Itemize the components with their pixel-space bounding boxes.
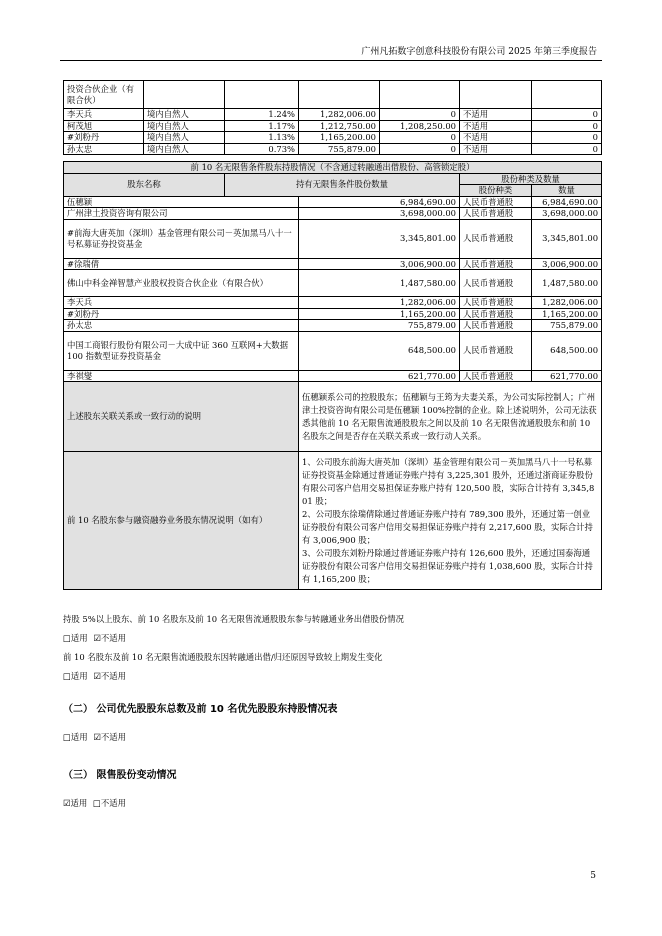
change-question: 前 10 名股东及前 10 名无限售流通股股东因转融通出借/归还原因导致较上期发生变化 <box>63 652 383 662</box>
top10-cell-qty: 0 <box>532 120 602 132</box>
unrestricted-cell-amount: 3,006,900.00 <box>532 258 602 270</box>
unrestricted-cell-qty: 755,879.00 <box>299 320 460 332</box>
top10-cell-ratio: 1.24% <box>225 109 299 121</box>
unrestricted-cell-type: 人民币普通股 <box>460 331 532 370</box>
unrestricted-cell-type: 人民币普通股 <box>460 208 532 220</box>
option-applicable[interactable]: □适用 <box>63 732 88 742</box>
col-header-type-group: 股份种类及数量 <box>460 173 602 185</box>
top10-cell-qty <box>532 81 602 109</box>
top10-cell-restricted: 0 <box>380 143 460 155</box>
unrestricted-cell-type: 人民币普通股 <box>460 370 532 382</box>
report-header: 广州凡拓数字创意科技股份有限公司 2025 年第三季度报告 <box>361 47 597 57</box>
unrestricted-cell-amount: 648,500.00 <box>532 331 602 370</box>
top10-cell-restricted: 0 <box>380 109 460 121</box>
col-header-amount: 数量 <box>532 185 602 197</box>
top10-cell-restricted: 1,208,250.00 <box>380 120 460 132</box>
option-applicable-checked[interactable]: ☑适用 <box>63 798 88 808</box>
unrestricted-cell-name: 李天兵 <box>64 297 299 309</box>
unrestricted-title: 前 10 名无限售条件股东持股情况（不含通过转融通出借股份、高管锁定股） <box>64 162 602 174</box>
unrestricted-cell-name: 佛山中科金禅智慧产业股权投资合伙企业（有限合伙） <box>64 270 299 297</box>
unrestricted-row <box>64 219 602 258</box>
change-options <box>63 670 126 682</box>
top10-row <box>64 120 602 132</box>
unrestricted-cell-name: #刘粉丹 <box>64 308 299 320</box>
unrestricted-row <box>64 370 602 382</box>
margin-item: 3、公司股东刘粉丹除通过普通证券账户持有 126,600 股外，还通过国泰海通证券股份有限公司客户信用交易担保证券账户持有 1,038,600 股，实际合计持有 1,165,200 股； <box>302 547 593 584</box>
unrestricted-cell-name: 李祺燮 <box>64 370 299 382</box>
page-number: 5 <box>590 871 596 881</box>
section-preferred-title: （二） 公司优先股股东总数及前 10 名优先股股东持股情况表 <box>63 704 338 715</box>
unrestricted-row <box>64 258 602 270</box>
unrestricted-cell-type: 人民币普通股 <box>460 308 532 320</box>
unrestricted-cell-qty: 1,165,200.00 <box>299 308 460 320</box>
unrestricted-row <box>64 208 602 220</box>
unrestricted-cell-amount: 755,879.00 <box>532 320 602 332</box>
top10-cell-name: 投资合伙企业（有限合伙） <box>64 81 144 109</box>
header-divider <box>60 60 602 61</box>
top10-cell-nature: 境内自然人 <box>144 109 225 121</box>
unrestricted-cell-amount: 3,345,801.00 <box>532 219 602 258</box>
margin-item: 1、公司股东前海大唐英加（深圳）基金管理有限公司－英加黑马八十一号私募证券投资基金除通过普通证券账户持有 3,225,301 股外，还通过浙商证券股份有限公司客户信用交易担保证券账户持有 120,500 股，实际合计持有 3,345,801 股； <box>302 456 595 506</box>
unrestricted-cell-type: 人民币普通股 <box>460 297 532 309</box>
top10-cell-ratio: 1.17% <box>225 120 299 132</box>
top10-row <box>64 132 602 144</box>
top10-cell-qty: 0 <box>532 109 602 121</box>
option-not-applicable-checked[interactable]: ☑不适用 <box>93 671 126 681</box>
col-header-type: 股份种类 <box>460 185 532 197</box>
unrestricted-table <box>63 161 602 590</box>
top10-row <box>64 143 602 155</box>
unrestricted-row <box>64 270 602 297</box>
margin-text <box>299 452 602 590</box>
unrestricted-row <box>64 196 602 208</box>
margin-item: 2、公司股东徐瑞倩除通过普通证券账户持有 789,300 股外，还通过第一创业证券股份有限公司客户信用交易担保证券账户持有 2,217,600 股，实际合计持有 3,006,900 股； <box>302 508 593 545</box>
option-not-applicable-checked[interactable]: ☑不适用 <box>93 633 126 643</box>
col-header-name: 股东名称 <box>64 173 225 196</box>
unrestricted-cell-qty: 1,487,580.00 <box>299 270 460 297</box>
top10-cell-shares <box>299 81 380 109</box>
unrestricted-cell-type: 人民币普通股 <box>460 258 532 270</box>
unrestricted-row <box>64 320 602 332</box>
unrestricted-cell-amount: 6,984,690.00 <box>532 196 602 208</box>
unrestricted-row <box>64 308 602 320</box>
col-header-qty: 持有无限售条件股份数量 <box>225 173 460 196</box>
unrestricted-cell-amount: 3,698,000.00 <box>532 208 602 220</box>
unrestricted-cell-amount: 1,165,200.00 <box>532 308 602 320</box>
top10-cell-name: #刘粉丹 <box>64 132 144 144</box>
top10-cell-status: 不适用 <box>460 143 532 155</box>
top10-cell-shares: 1,212,750.00 <box>299 120 380 132</box>
top10-row <box>64 109 602 121</box>
unrestricted-cell-qty: 1,282,006.00 <box>299 297 460 309</box>
unrestricted-cell-type: 人民币普通股 <box>460 320 532 332</box>
unrestricted-row <box>64 331 602 370</box>
top10-cell-status: 不适用 <box>460 120 532 132</box>
unrestricted-cell-amount: 1,282,006.00 <box>532 297 602 309</box>
preferred-options <box>63 731 126 743</box>
option-not-applicable-checked[interactable]: ☑不适用 <box>93 732 126 742</box>
unrestricted-cell-name: 中国工商银行股份有限公司－大成中证 360 互联网+大数据 100 指数型证券投资基金 <box>64 331 299 370</box>
unrestricted-cell-name: #徐瑞倩 <box>64 258 299 270</box>
unrestricted-cell-type: 人民币普通股 <box>460 196 532 208</box>
relation-label: 上述股东关联关系或一致行动的说明 <box>64 382 299 452</box>
top10-cell-name: 柯茂旭 <box>64 120 144 132</box>
unrestricted-cell-qty: 3,698,000.00 <box>299 208 460 220</box>
unrestricted-cell-name: 广州津土投资咨询有限公司 <box>64 208 299 220</box>
unrestricted-cell-name: 孙太忠 <box>64 320 299 332</box>
top10-cell-name: 李天兵 <box>64 109 144 121</box>
unrestricted-cell-qty: 648,500.00 <box>299 331 460 370</box>
margin-label: 前 10 名股东参与融资融券业务股东情况说明（如有） <box>64 452 299 590</box>
top10-cell-nature <box>144 81 225 109</box>
top10-cell-name: 孙太忠 <box>64 143 144 155</box>
unrestricted-cell-amount: 621,770.00 <box>532 370 602 382</box>
relation-text: 伍穗颖系公司的控股股东；伍穗颖与王筠为夫妻关系，为公司实际控制人；广州津土投资咨询有限公司是伍穗颖 100%控制的企业。除上述说明外，公司无法获悉其他前 10 名无限售流通股股东之间以及前 10 名无限售流通股股东和前 10 名股东之间是否存在关联关系或一致行动人关系。 <box>299 382 602 452</box>
top10-cell-qty: 0 <box>532 132 602 144</box>
unrestricted-cell-qty: 621,770.00 <box>299 370 460 382</box>
top10-cell-ratio <box>225 81 299 109</box>
top10-cell-nature: 境内自然人 <box>144 132 225 144</box>
unrestricted-cell-qty: 6,984,690.00 <box>299 196 460 208</box>
restricted-options <box>63 797 126 809</box>
top10-cell-status: 不适用 <box>460 132 532 144</box>
top10-cell-shares: 1,165,200.00 <box>299 132 380 144</box>
top10-cell-shares: 1,282,006.00 <box>299 109 380 121</box>
top10-cell-restricted: 0 <box>380 132 460 144</box>
unrestricted-cell-amount: 1,487,580.00 <box>532 270 602 297</box>
option-applicable[interactable]: □适用 <box>63 671 88 681</box>
top10-cell-ratio: 0.73% <box>225 143 299 155</box>
option-not-applicable[interactable]: □不适用 <box>92 798 126 808</box>
unrestricted-cell-type: 人民币普通股 <box>460 270 532 297</box>
option-applicable[interactable]: □适用 <box>63 633 88 643</box>
unrestricted-row <box>64 297 602 309</box>
unrestricted-cell-type: 人民币普通股 <box>460 219 532 258</box>
unrestricted-cell-name: #前海大唐英加（深圳）基金管理有限公司－英加黑马八十一号私募证券投资基金 <box>64 219 299 258</box>
unrestricted-cell-qty: 3,006,900.00 <box>299 258 460 270</box>
top10-cell-shares: 755,879.00 <box>299 143 380 155</box>
unrestricted-cell-name: 伍穗颖 <box>64 196 299 208</box>
top10-cell-qty: 0 <box>532 143 602 155</box>
top10-cell-status: 不适用 <box>460 109 532 121</box>
top10-cell-nature: 境内自然人 <box>144 120 225 132</box>
section-restricted-title: （三） 限售股份变动情况 <box>63 770 177 781</box>
top10-cell-restricted <box>380 81 460 109</box>
top10-tail-table <box>63 80 602 155</box>
lending-options <box>63 632 126 644</box>
top10-row <box>64 81 602 109</box>
top10-cell-nature: 境内自然人 <box>144 143 225 155</box>
top10-cell-ratio: 1.13% <box>225 132 299 144</box>
lending-question: 持股 5%以上股东、前 10 名股东及前 10 名无限售流通股股东参与转融通业务出借股份情况 <box>63 614 405 624</box>
unrestricted-cell-qty: 3,345,801.00 <box>299 219 460 258</box>
top10-cell-status <box>460 81 532 109</box>
